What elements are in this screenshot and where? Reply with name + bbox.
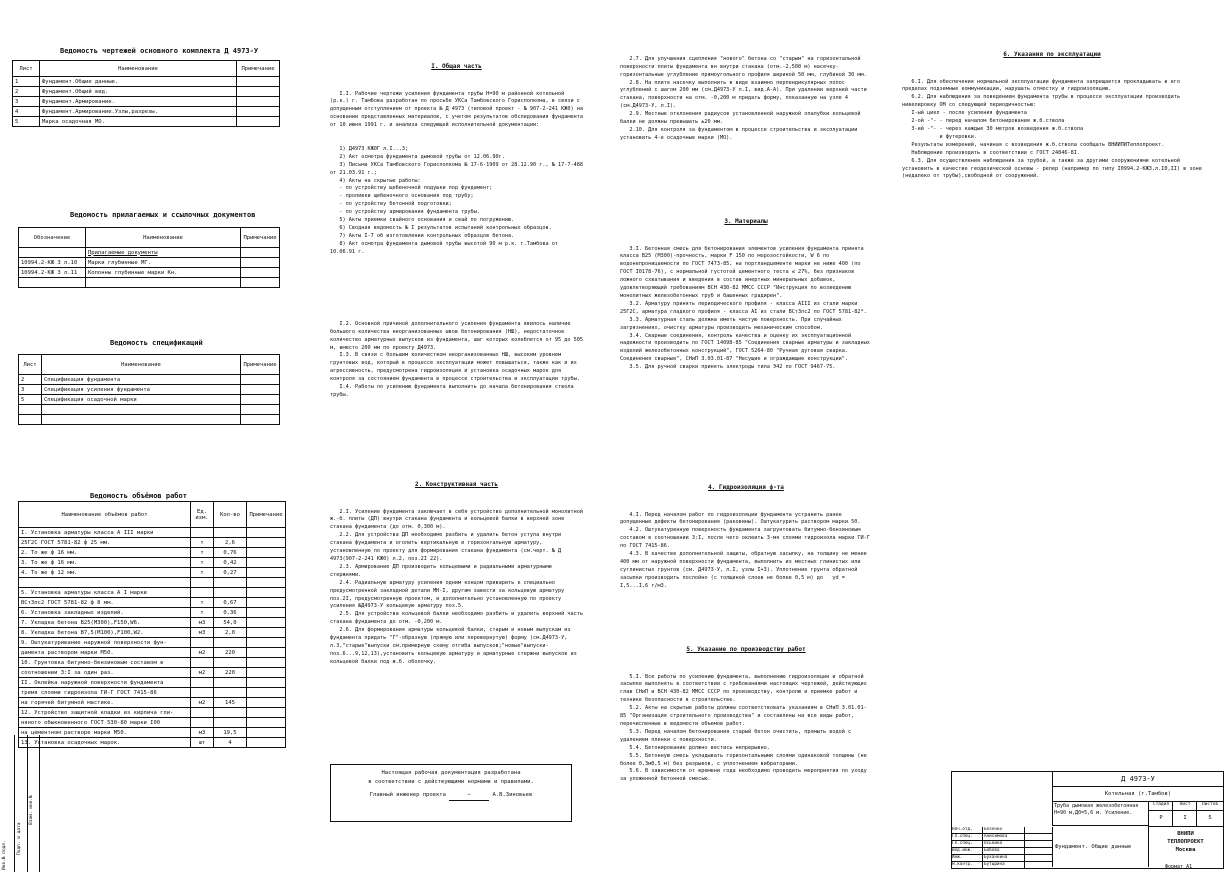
- stamp-role: Нач.отд.: [952, 827, 983, 833]
- paragraph: 3.I. Бетонная смесь для бетонирования элементов усиления фундамента принята класса В25 (М300)-прочность, марки F 150 по морозостойкости, W 6 по водонепроницаемости по ГОСТ 7473-85, на портландцементе марки не ниже 400 (по ГОСТ I0178-76), с нормальной густотой цементного теста ≤ 27%, без признаков ложного схватывания и введения в состав инертных минеральных добавок, удовлетворяющий требованиям ВСН 430-82 ММСС СССР "Инструкция по возведению монолитных железобетонных труб и башенных градирен". 3.2. Арматуру принять периодического профиля - класса АIII из стали марки 25Г2С, арматура гладкого профиля - класса АI из стали ВСт3пс2 по ГОСТ 5781-82*. 3.3. Арматурная сталь должна иметь чистую поверхность. При случайных загрязнениях, очистку арматуры производить механическим способом. 3.4. Сварные соединения, контроль качества и оценку их эксплуатационной надежности производить по ГОСТ 14098-85 "Соединения сварные арматуры и закладных изделий железобетонных конструкций", ГОСТ 5264-80 "Ручная дуговая сварка. Соединения сварные", СНиП 3.03.01-87 "Несущие и ограждающие конструкции". 3.5. Для ручной сварки принять электроды типа Э42 по ГОСТ 9467-75.: [620, 245, 870, 371]
- work-name-cell: 3. То же ф 16 мм.: [19, 558, 191, 568]
- works-list-table: [18, 501, 286, 748]
- qty-cell: 0,42: [214, 558, 247, 568]
- note-cell: [247, 708, 286, 718]
- table-row: [19, 405, 280, 415]
- binding-label: Подп. и дата: [17, 822, 22, 855]
- waterproofing-section: [620, 466, 872, 599]
- stamp-role: Гл.спец.: [952, 834, 983, 840]
- table-row: [19, 698, 286, 708]
- stamp-stage-h: Стадия: [1148, 802, 1173, 811]
- unit-cell: м3: [191, 728, 214, 738]
- header-qty: Кол-во: [214, 502, 247, 528]
- qty-cell: 2,6: [214, 538, 247, 548]
- qty-cell: 220: [214, 648, 247, 658]
- table-row: 1 Фундамент.Общие данные.: [13, 77, 280, 87]
- note-cell: [247, 558, 286, 568]
- works-list-title: Ведомость объёмов работ: [90, 492, 187, 500]
- general-section: [330, 45, 587, 264]
- table-row: [19, 688, 286, 698]
- note-cell: [247, 618, 286, 628]
- note-cell: [247, 738, 286, 748]
- work-name-cell: на горячей битумной мастике.: [19, 698, 191, 708]
- unit-cell: [191, 718, 214, 728]
- table-row: [19, 668, 286, 678]
- qty-cell: 0,76: [214, 548, 247, 558]
- refs-list-title: Ведомость прилагаемых и ссылочных документов: [70, 211, 256, 219]
- note-cell: [247, 638, 286, 648]
- stamp-person-name: Бобова: [983, 848, 1025, 854]
- table-row: [19, 618, 286, 628]
- header-note: Примечание: [237, 61, 280, 77]
- work-name-cell: 25Г2С ГОСТ 5781-82 ф 25 мм.: [19, 538, 191, 548]
- note-cell: [247, 678, 286, 688]
- stamp-sheet: I: [1172, 811, 1197, 827]
- paragraph: 5.I. Все работы по усилению фундамента, выполнению гидроизоляции и обратной засыпке выполнять в соответствии с требованиями настоящих чертежей, действующих глав СНиП и ВСН 430-82 ММСС СССР по производству, контролю и приемке работ и технике безопасности в строительстве. 5.2. Акты на скрытые работы должны соответствовать указаниям в СНиП 3.01.01-85 "Организация строительного производства" и составлены на все виды работ, перечисленные в ведомости объемов работ. 5.3. Перед началом бетонирования старый бетон очистить, промыть водой с удалением пленки с поверхности. 5.4. Бетонирование должно вестись непрерывно. 5.5. Бетонную смесь укладывать горизонтальными слоями одинаковой толщины (не более 0,3м0,5 м) без разрывов, с уплотнением вибраторами. 5.6. В зависимости от времени года необходимо проводить мероприятия по уходу за уложенной бетонной смесью.: [620, 673, 867, 783]
- header-name: Наименование: [42, 355, 241, 375]
- table-row: 2 Спецификация фундамента: [19, 375, 280, 385]
- section-title: 2. Конструктивная часть: [414, 480, 499, 488]
- table-row: [19, 415, 280, 425]
- stamp-person-name: Буханкина: [983, 855, 1025, 861]
- format-label: Формат А1: [1165, 864, 1193, 870]
- unit-cell: т: [191, 568, 214, 578]
- signature-name: А.В.Зиновьев: [492, 792, 533, 798]
- table-row: 5 Спецификация осадочной марки: [19, 395, 280, 405]
- paragraph: I.I. Рабочие чертежи усиления фундамента трубы Н=90 м районной котельной (р.к.) г. Тамбова разработан по просьбе УКСа Тамбовского Горисполкома, в связи с допущенным отступлением от проекта № Д 4973 (типовой проект - № 907-2-241 КЖ0) на основании представленных материалов, с учетом результатов обследования фундамента от 10 июня 1991 г. и анализа следующей исполнительной документации:: [330, 90, 587, 129]
- binding-label: Взам. инв.№: [29, 795, 34, 825]
- stamp-sheets-h: Листов: [1196, 802, 1223, 811]
- signature-line-2: в соответствии с действующими нормами и правилами.: [368, 779, 534, 785]
- signature-role: Главный инженер проекта: [369, 792, 446, 798]
- unit-cell: т: [191, 598, 214, 608]
- stamp-person-row: [952, 855, 1052, 862]
- stamp-person-row: [952, 827, 1052, 834]
- stamp-sheets: 5: [1196, 811, 1223, 827]
- work-name-cell: соотношении 3:I за один раз.: [19, 668, 191, 678]
- binding-bar: [0, 735, 15, 872]
- section-title: 4. Гидроизоляция ф-та: [708, 483, 784, 491]
- paragraph: 2.7. Для улучшения сцепления "нового" бетона со "старым" на горизонтальной поверхности плиты фундамента вн внутри стакана (отм.-2,500 м) насечку-горизонтальные углубление прямоугольного профиля шириной 50 мм, глубиной 30 мм. 2.8. На плите насечку выполнить в виде взаимно перпендикулярных полос углублений с шагом 200 мм (см.Д4973-У л.I, вид.А-А). При удалении верхней части стакана, поверхности на отм. -0,200 м придать форму, показанную на узле 4 (см.Д4973-У, л.I). 2.9. Местные отклонения радиусов установленной наружной опалубки кольцевой балки не должны превышать ±20 мм. 2.10. Для контроля за фундаментом в процессе строительства и эксплуатации установить 4-е осадочные марки (МО).: [620, 55, 867, 141]
- binding-label: Инв.№ подл.: [2, 840, 7, 870]
- table-row: [19, 598, 286, 608]
- header-sheet: Лист: [13, 61, 40, 77]
- unit-cell: м3: [191, 628, 214, 638]
- work-name-cell: 7. Укладка бетона В25(М300),F150,W6.: [19, 618, 191, 628]
- qty-cell: 220: [214, 668, 247, 678]
- work-name-cell: I. Установка арматуры класса А III марки: [19, 528, 191, 538]
- signature-scribble: ∽: [449, 791, 489, 801]
- qty-cell: [214, 718, 247, 728]
- header-name: Наименование: [40, 61, 237, 77]
- unit-cell: [191, 658, 214, 668]
- specs-list-table: [18, 354, 280, 425]
- stamp-person-row: [952, 834, 1052, 841]
- structural-section: [330, 463, 583, 675]
- work-name-cell: 2. То же ф 16 мм.: [19, 548, 191, 558]
- table-row: [19, 558, 286, 568]
- drawings-list-table: [12, 60, 280, 127]
- works-instructions-section: [620, 628, 872, 792]
- note-cell: [247, 598, 286, 608]
- binding-bar-3: [28, 735, 40, 872]
- qty-cell: 19,5: [214, 728, 247, 738]
- table-row: Прилагаемые документы: [19, 248, 280, 258]
- table-row: [19, 528, 286, 538]
- paragraph: 1) Д4973 КЖ0Г л.I...3; 2) Акт осмотра фундамента дымовой трубы от 12.06.90г. 3) Письма УКСа Тамбовского Горисполкома № 17-6-1909 от 28.12.90 г., № 17-7-488 от 21.03.91 г.; 4) Акты на скрытые работы: - по устройству щебеночной подушки под фундамент; - проливки щебеночного основания под трубу; - по устройству бетонной подготовки; - по устройству армирования фундамента трубы. 5) Акты приемки свайного основания и свай по погружению. 6) Сводная ведомость № I результатов испытаний контрольных образцов. 7) Акты I-7 об изготовлении контрольных образцов бетона. 8) Акт осмотра фундамента дымовой трубы высотой 90 м р.к. г.Тамбова от 10.06.91 г.: [330, 145, 583, 255]
- unit-cell: [191, 578, 214, 588]
- unit-cell: [191, 688, 214, 698]
- work-name-cell: на цементном растворе марки М50.: [19, 728, 191, 738]
- binding-bar-2: [16, 735, 28, 872]
- org-city: Москва: [1175, 847, 1196, 853]
- signature-box: [330, 764, 572, 822]
- title-block: [951, 771, 1224, 869]
- qty-cell: [214, 688, 247, 698]
- note-cell: [247, 608, 286, 618]
- stamp-person-row: [952, 841, 1052, 848]
- unit-cell: т: [191, 558, 214, 568]
- work-name-cell: 12. Устройство защитной кладки из кирпича гли-: [19, 708, 191, 718]
- work-name-cell: II. Оклейка наружной поверхности фундамента: [19, 678, 191, 688]
- note-cell: [247, 718, 286, 728]
- unit-cell: шт: [191, 738, 214, 748]
- qty-cell: [214, 638, 247, 648]
- table-row: [19, 638, 286, 648]
- refs-list-table: [18, 227, 280, 288]
- operation-section: [902, 33, 1202, 189]
- table-row: [19, 608, 286, 618]
- stamp-code: Д 4973-У: [1052, 772, 1223, 787]
- table-row: [19, 648, 286, 658]
- unit-cell: [191, 528, 214, 538]
- table-row: [19, 728, 286, 738]
- stamp-sheet-title: Фундамент. Общие данные: [1052, 827, 1148, 867]
- note-cell: [247, 658, 286, 668]
- stamp-role: Н.контр.: [952, 862, 983, 868]
- table-row: [19, 588, 286, 598]
- work-name-cell: ВСт3пс2 ГОСТ 5781-82 ф 8 мм.: [19, 598, 191, 608]
- qty-cell: [214, 708, 247, 718]
- note-cell: [247, 538, 286, 548]
- unit-cell: м2: [191, 668, 214, 678]
- header-work: Наименование объёмов работ: [19, 502, 191, 528]
- unit-cell: [191, 638, 214, 648]
- unit-cell: м2: [191, 648, 214, 658]
- specs-list-title: Ведомость спецификаций: [110, 339, 203, 347]
- qty-cell: [214, 658, 247, 668]
- stamp-role: Инж.: [952, 855, 983, 861]
- stamp-person-name: Безенко: [983, 827, 1025, 833]
- signature-line-1: Настоящая рабочая документация разработана: [381, 770, 521, 776]
- table-row: [19, 568, 286, 578]
- work-name-cell: 8. Укладка бетона В7,5(М100),F100,W2.: [19, 628, 191, 638]
- table-row: 2 Фундамент.Общий вид.: [13, 87, 280, 97]
- table-row: [19, 708, 286, 718]
- paragraph: 2.I. Усиление фундамента заключает в себя устройство дополнительной монолитной ж.-б. плиты (ДП) внутри стакана фундамента и кольцевой балки в верхней зоне стакана фундамента (до отм. 0,300 м). 2.2. Для устройства ДП необходимо разбить и удалить бетон уступа внутри стакана фундамента и оголить вертикальную и горизонтальную арматуру, установленную по проекту для формирования стакана фундамента (см.черт. № Д 4973(907-2-241 КЖ0) л.2, поз.2I 22). 2.3. Армирование ДП производить кольцевыми и радиальными арматурными стержнями. 2.4. Радиальную арматуру усиления одним концом приварить к специально предусмотренной закладной детали МН-I, другим завести за кольцевую арматуру поз.2I, предусмотренную проектом, и дополнительно установленную по проекту усиления №Д4973-У кольцевую арматуру поз.5. 2.5. Для устройства кольцевой балки необходимо разбить и удалить верхний часть стакана фундамента до отм. -0,200 м. 2.6. Для формирования арматуры кольцевой балки, старым и новым выпускам из фундамента придать "Г"-образную (прямую или перевернутую) форму (см.Д4973-У, л.3,"старые"выпуски см.примерную схему отгиба выпусков;"новые"выпуски-поз.6...9,12,13),установить кольцевую арматуру и арматурные стержни выпусков из кольцевой балки под ж.б. оболочку.: [330, 508, 583, 665]
- table-row: 3 Спецификация усиления фундамента: [19, 385, 280, 395]
- note-cell: [247, 568, 286, 578]
- note-cell: [247, 698, 286, 708]
- unit-cell: т: [191, 538, 214, 548]
- section-title: 3. Материалы: [724, 217, 768, 225]
- general-section-cont: [330, 305, 583, 408]
- qty-cell: [214, 678, 247, 688]
- note-cell: [247, 528, 286, 538]
- paragraph: 6.I. Для обеспечения нормальной эксплуатации фундамента запрещается прокладывать в его пределах подземные коммуникации, нарушать отмостку и гидроизоляцию. 6.2. Для наблюдения за поведением фундамента трубы в процессе эксплуатации производить нивелировку ОМ со следующей периодичностью: I-ый цикл - после усиления фундамента 2-ой -"- - перед началом бетонирования ж.б.ствола 3-ий -"- - через каждые 30 метров возведения ж.б.ствола и футеровки. Результаты измерений, начиная с возведения ж.б.ствола сообщать ВНИИПИТеплопроект. Наблюдение производить в соответствии с ГОСТ 24846-8I. 6.3. Для осуществления наблюдения за трубой, а также за другими сооружениями котельной установить в качестве геодезической основы - репер (например по типу I0994.2-КЖ3,л.I0,II) в зоне (недалеко от трубы),свободной от сооружений.: [902, 78, 1202, 180]
- table-row: 10994.2-КЖ 3 л.11 Колонны глубинные марки Кн.: [19, 268, 280, 278]
- signature-row: [337, 791, 565, 801]
- col2-block: [620, 40, 872, 151]
- header-sheet: Лист: [19, 355, 42, 375]
- table-row: 4 Фундамент.Армирование.Узлы,разрезы.: [13, 107, 280, 117]
- note-cell: [247, 578, 286, 588]
- stamp-person-row: [952, 848, 1052, 855]
- qty-cell: [214, 578, 247, 588]
- table-row: [19, 578, 286, 588]
- unit-cell: т: [191, 548, 214, 558]
- work-name-cell: 9. Оштукатуривание наружной поверхности фун-: [19, 638, 191, 648]
- stamp-people: [952, 827, 1052, 867]
- work-name-cell: 10. Грунтовка битумно-бензиновым составом в: [19, 658, 191, 668]
- paragraph: I.2. Основной причиной дополнительного усиления фундамента явилось наличие большого количества неорганизованных швов бетонирования (НШ), недостаточное количество арматурных выпусков из фундамента, шаг которых колеблется от 95 до 505 м, вместо 200 мм по проекту Д4973. I.3. В связи с большим количеством неорганизованных НШ, высоким уровнем грунтовых вод, который в процессе эксплуатации может повышаться, также как и их агрессивность, предусмотрена гидроизоляция и установка осадочных марок для контроля за состоянием фундамента в процессе строительства и эксплуатации трубы. I.4. Работы по усилению фундамента выполнить до начала бетонирования ствола трубы.: [330, 320, 583, 398]
- section-title: 6. Указания по эксплуатации: [1003, 50, 1101, 58]
- header-note: Примечание: [247, 502, 286, 528]
- unit-cell: [191, 708, 214, 718]
- unit-cell: м3: [191, 618, 214, 628]
- table-row: 5 Марка осадочная МО.: [13, 117, 280, 127]
- header-note: Примечание: [241, 228, 280, 248]
- table-row: [19, 738, 286, 748]
- work-name-cell: няного обыкновенного ГОСТ 530-80 марки I00: [19, 718, 191, 728]
- qty-cell: 54,0: [214, 618, 247, 628]
- qty-cell: 0,27: [214, 568, 247, 578]
- table-row: [19, 718, 286, 728]
- paragraph: 4.I. Перед началом работ по гидроизоляции фундамента устранить ранее допущенные дефекты бетонирования (раковины). Оштукатурить раствором марки 50. 4.2. Оштукатуренную поверхность фундамента загрунтовать битумно-бензиновым составом в соотношении 3:I, после чего оклеить 3-мя слоями гидроизола марки ГИ-Г по ГОСТ 7415-86. 4.3. В качестве дополнительной защиты, обратную засыпку, на толщину не менее 400 мм от наружной поверхности фундамента, выполнить из местных глинистых или суглинистых грунтов (см. Д4973-У, л.I, узлы I+3). Уплотнение грунта обратной засыпки производить послойно (с толщиной слоев не более 0,5 м) до γd = I,5...I,6 т/м3.: [620, 511, 870, 589]
- unit-cell: т: [191, 608, 214, 618]
- qty-cell: 4: [214, 738, 247, 748]
- note-cell: [247, 688, 286, 698]
- section-title: I. Общая часть: [431, 62, 482, 70]
- table-row: [19, 678, 286, 688]
- stamp-object: Котельная (г.Тамбов): [1052, 787, 1223, 802]
- qty-cell: [214, 588, 247, 598]
- table-row: [19, 658, 286, 668]
- work-name-cell: [19, 578, 191, 588]
- drawings-list-title: Ведомость чертежей основного комплекта Д 4973-У: [60, 47, 259, 55]
- stamp-person-row: [952, 862, 1052, 869]
- note-cell: [247, 548, 286, 558]
- qty-cell: 0,67: [214, 598, 247, 608]
- table-row: [19, 548, 286, 558]
- qty-cell: 145: [214, 698, 247, 708]
- stamp-person-name: Анисимова: [983, 834, 1025, 840]
- work-name-cell: 5. Установка арматуры класса А I марки: [19, 588, 191, 598]
- table-row: [19, 278, 280, 288]
- stamp-role: Гл.спец.: [952, 841, 983, 847]
- qty-cell: [214, 528, 247, 538]
- stamp-sheet-h: Лист: [1172, 802, 1197, 811]
- work-name-cell: 4. То же ф 12 мм.: [19, 568, 191, 578]
- header-unit: Ед. изм.: [191, 502, 214, 528]
- stamp-stage: Р: [1148, 811, 1173, 827]
- org-name-1: ВНИПИ: [1177, 831, 1194, 837]
- note-cell: [247, 728, 286, 738]
- work-name-cell: 6. Установка закладных изделий.: [19, 608, 191, 618]
- qty-cell: 0,36: [214, 608, 247, 618]
- table-row: 3 Фундамент.Армирование.: [13, 97, 280, 107]
- header-name: Наименование: [86, 228, 241, 248]
- note-cell: [247, 588, 286, 598]
- stamp-role: Вед.инж.: [952, 848, 983, 854]
- table-row: [19, 628, 286, 638]
- work-name-cell: тремя слоями гидроизола ГИ-Г ГОСТ 7415-86: [19, 688, 191, 698]
- stamp-desc: Труба дымовая железобетонная Н=90 м,Д0=5,6 м. Усиление.: [1052, 802, 1148, 826]
- note-cell: [247, 648, 286, 658]
- unit-cell: м2: [191, 698, 214, 708]
- table-row: 10994.2-КЖ 3 л.10 Марки глубинные МГ.: [19, 258, 280, 268]
- unit-cell: [191, 678, 214, 688]
- stamp-person-name: Оськина: [983, 841, 1025, 847]
- note-cell: [247, 628, 286, 638]
- note-cell: [247, 668, 286, 678]
- qty-cell: 2,0: [214, 628, 247, 638]
- work-name-cell: 13. Установка осадочных марок.: [19, 738, 191, 748]
- org-name-2: ТЕПЛОПРОЕКТ: [1167, 839, 1204, 845]
- materials-section: [620, 200, 872, 380]
- section-title: 5. Указание по производству работ: [686, 645, 806, 653]
- table-row: [19, 538, 286, 548]
- unit-cell: [191, 588, 214, 598]
- stamp-person-name: Бутырина: [983, 862, 1025, 868]
- header-note: Примечание: [241, 355, 280, 375]
- header-code: Обозначение: [19, 228, 86, 248]
- stamp-org: [1148, 827, 1222, 867]
- work-name-cell: дамента раствором марки М50.: [19, 648, 191, 658]
